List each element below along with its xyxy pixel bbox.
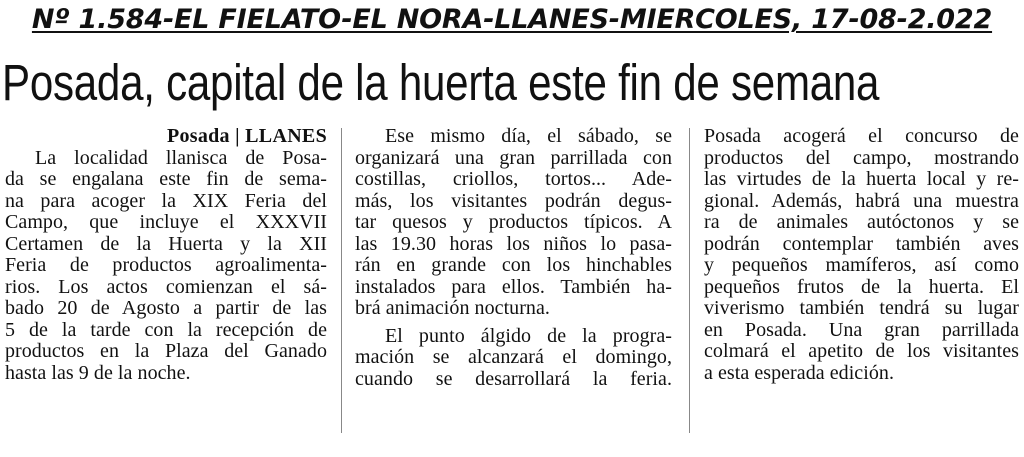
line: na para acoger la XIX Feria del [5, 189, 327, 212]
line: las virtudes de la huerta local y re- [704, 168, 1019, 190]
line: gional. Además, habrá una muestra [704, 189, 1019, 212]
line: Campo, que incluye el XXXVII [5, 211, 327, 233]
line: El punto álgido de la progra- [385, 324, 672, 347]
line: las 19.30 horas los niños lo pasa- [355, 232, 672, 255]
masthead: Nº 1.584-EL FIELATO-EL NORA-LLANES-MIERCOLES, 17-08-2.022 [31, 4, 993, 35]
line: La localidad llanisca de Posa- [35, 146, 327, 169]
column-divider [341, 128, 342, 433]
line: rán en grande con los hinchables [355, 254, 672, 276]
line: en Posada. Una gran parrillada [704, 318, 1019, 341]
line: brá animación nocturna. [355, 297, 550, 319]
column-divider [689, 128, 690, 433]
line: cuando se desarrollará la feria. [355, 367, 672, 390]
line: tar quesos y productos típicos. A [355, 211, 672, 233]
line: Posada acogerá el concurso de [704, 125, 1019, 147]
line: organizará una gran parrillada con [355, 146, 672, 169]
line: da se engalana este fin de sema- [5, 168, 327, 190]
headline: Posada, capital de la huerta este fin de semana [2, 54, 880, 111]
line: viverismo también tendrá su lugar [704, 297, 1019, 319]
line: y pequeños mamíferos, así como [704, 254, 1019, 276]
line: Certamen de la Huerta y la XII [5, 232, 327, 255]
line: más, los visitantes podrán degus- [355, 189, 672, 212]
line: rios. Los actos comienzan el sá- [5, 275, 327, 298]
line: colmará el apetito de los visitantes [704, 340, 1019, 362]
line: a esta esperada edición. [704, 361, 894, 384]
line: productos del campo, mostrando [704, 146, 1019, 169]
line: pequeños frutos de la huerta. El [704, 275, 1019, 298]
line: 5 de la tarde con la recepción de [5, 318, 327, 341]
line: ra de animales autóctonos y se [704, 211, 1019, 233]
article-column-3 [704, 126, 1019, 384]
line: podrán contemplar también aves [704, 232, 1019, 255]
line: Ese mismo día, el sábado, se [385, 125, 672, 147]
article-column-2 [355, 126, 672, 390]
line: productos en la Plaza del Ganado [5, 340, 327, 362]
dateline: Posada | LLANES [166, 125, 327, 147]
line: costillas, criollos, tortos... Ade- [355, 168, 672, 190]
line: hasta las 9 de la noche. [5, 361, 191, 384]
line: Feria de productos agroalimenta- [5, 254, 327, 276]
article-column-1 [5, 126, 327, 384]
line: bado 20 de Agosto a partir de las [5, 297, 327, 319]
line: mación se alcanzará el domingo, [355, 346, 672, 368]
line: instalados para ellos. También ha- [355, 275, 672, 298]
